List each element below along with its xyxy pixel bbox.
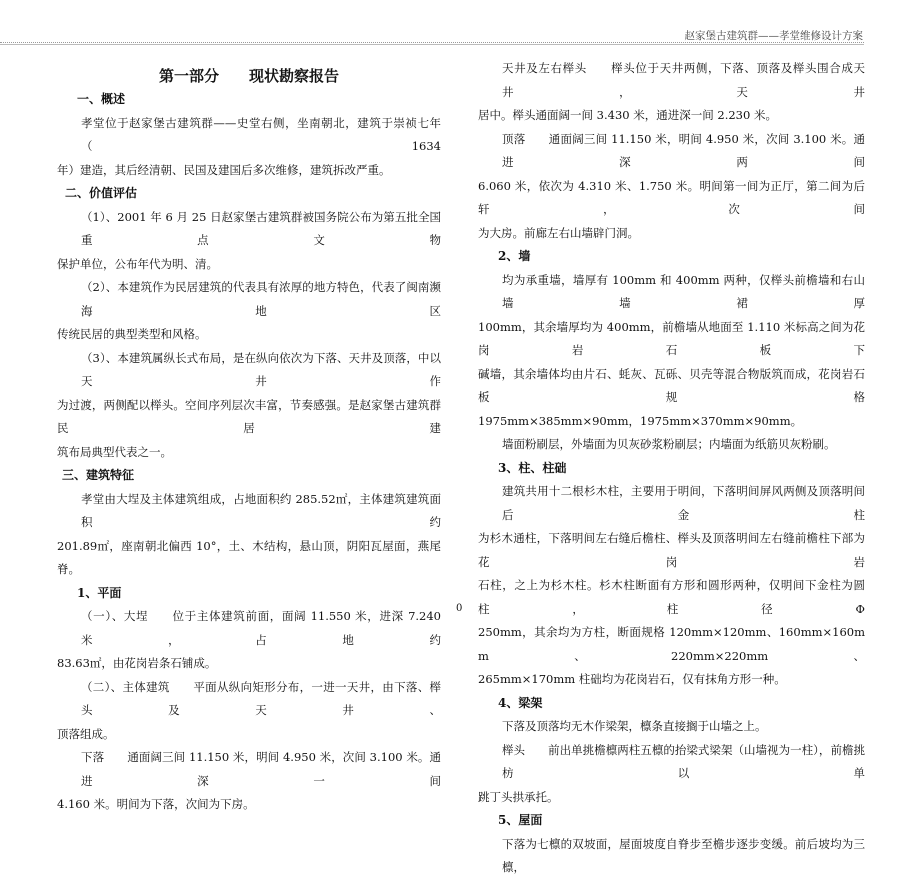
paragraph xyxy=(478,433,865,457)
text-line: 居中。榉头通面阔一间 3.430 米，通进深一间 2.230 米。 xyxy=(478,108,777,122)
paragraph xyxy=(478,128,865,246)
text-line: 下落为七檩的双坡面，屋面坡度自脊步至檐步逐步变缓。前后坡均为三檩， xyxy=(502,836,865,874)
section-heading xyxy=(478,809,865,833)
paragraph xyxy=(478,269,865,434)
paragraph xyxy=(57,347,441,465)
text-line: （二）、主体建筑 平面从纵向矩形分布，一进一天井，由下落、榉头及天井、 xyxy=(81,679,441,717)
text-line: 为过渡，两侧配以榉头。空间序列层次丰富，节奏感强。是赵家堡古建筑群民居建 xyxy=(57,397,441,435)
text-line: 顶落 通面阔三间 11.150 米，明间 4.950 米，次间 3.100 米。通进深两间 xyxy=(502,131,865,169)
text-line: 孝堂由大埕及主体建筑组成，占地面积约 285.52㎡，主体建筑建筑面积约 xyxy=(81,491,441,529)
text-line: 一、概述 xyxy=(77,92,126,106)
text-line: （一）、大埕 位于主体建筑前面，面阔 11.550 米，进深 7.240 米，占地约 xyxy=(81,609,441,647)
running-header: 赵家堡古建筑群——孝堂维修设计方案 xyxy=(684,30,863,42)
text-line: 跳丁头拱承托。 xyxy=(478,789,559,804)
text-line: 1、平面 xyxy=(77,585,122,600)
text-line: 2、墙 xyxy=(498,249,531,263)
text-line: 为杉木通柱，下落明间左右缝后檐柱、榉头及顶落明间左右缝前檐柱下部为花岗岩 xyxy=(478,531,865,569)
paragraph xyxy=(57,112,441,183)
text-line: 石柱，之上为杉木柱。杉木柱断面有方形和圆形两种，仅明间下金柱为圆柱，柱径Φ xyxy=(478,578,865,616)
section-heading xyxy=(57,464,441,488)
text-line: （1）、2001 年 6 月 25 日赵家堡古建筑群被国务院公布为第五批全国重点文物 xyxy=(81,209,441,247)
document-title xyxy=(57,64,441,88)
text-line: 建筑共用十二根杉木柱，主要用于明间，下落明间屏风两侧及顶落明间后金柱 xyxy=(502,484,865,522)
text-line: 榉头 前出单挑檐檩两柱五檩的抬梁式梁架（山墙视为一柱），前檐挑枋以单 xyxy=(502,742,865,780)
section-heading xyxy=(478,245,865,269)
paragraph xyxy=(57,276,441,347)
paragraph xyxy=(478,480,865,692)
paragraph xyxy=(478,715,865,739)
text-line: 100mm，其余墙厚均为 400mm，前檐墙从地面至 1.110 米标高之间为花岗岩石板下 xyxy=(478,319,865,357)
page-number: 0 xyxy=(456,603,463,614)
text-line: 顶落组成。 xyxy=(57,726,115,741)
text-line: 83.63㎡，由花岗岩条石铺成。 xyxy=(57,656,217,670)
text-line: 3、柱、柱础 xyxy=(498,460,567,475)
section-heading xyxy=(478,457,865,481)
section-heading xyxy=(478,692,865,716)
paragraph xyxy=(57,488,441,582)
text-line: 孝堂位于赵家堡古建筑群——史堂右侧，坐南朝北，建筑于崇祯七年（1634 xyxy=(81,115,441,153)
text-line: 下落及顶落均无木作梁架，檩条直接搁于山墙之上。 xyxy=(502,719,767,733)
text-line: 265mm×170mm 柱础均为花岗岩石，仅有抹角方形一种。 xyxy=(478,672,786,686)
text-line: 碱墙，其余墙体均由片石、蚝灰、瓦砾、贝壳等混合物版筑而成，花岗岩石板规格 xyxy=(478,366,865,404)
section-heading xyxy=(57,582,441,606)
text-line: 二、价值评估 xyxy=(65,186,138,200)
text-line: 传统民居的典型类型和风格。 xyxy=(57,327,207,341)
paragraph xyxy=(57,605,441,676)
paragraph xyxy=(478,739,865,810)
text-line: 下落 通面阔三间 11.150 米，明间 4.950 米，次间 3.100 米。通进深一间 xyxy=(81,750,441,788)
paragraph xyxy=(478,57,865,128)
text-line: 天井及左右榉头 榉头位于天井两侧，下落、顶落及榉头围合成天井，天井 xyxy=(502,61,865,99)
left-column xyxy=(57,64,441,817)
text-line: 保护单位，公布年代为明、清。 xyxy=(57,256,218,271)
section-heading xyxy=(57,182,441,206)
text-line: 均为承重墙，墙厚有 100mm 和 400mm 两种，仅榉头前檐墙和右山墙墙裙厚 xyxy=(502,272,865,310)
text-line: （2）、本建筑作为民居建筑的代表具有浓厚的地方特色，代表了闽南濒海地区 xyxy=(81,280,441,318)
paragraph xyxy=(57,746,441,817)
right-column xyxy=(478,57,865,880)
text-line: 4.160 米。明间为下落，次间为下房。 xyxy=(57,797,255,811)
text-line: 第一部分 现状勘察报告 xyxy=(158,67,339,85)
section-heading xyxy=(57,88,441,112)
text-line: 三、建筑特征 xyxy=(62,468,135,482)
text-line: 1975mm×385mm×90mm，1975mm×370mm×90mm。 xyxy=(478,413,803,428)
text-line: 为大房。前廊左右山墙辟门洞。 xyxy=(478,225,639,240)
text-line: （3）、本建筑属纵长式布局，是在纵向依次为下落、天井及顶落，中以天井作 xyxy=(81,350,441,388)
text-line: 4、梁架 xyxy=(498,695,543,710)
paragraph xyxy=(57,676,441,747)
text-line: 筑布局典型代表之一。 xyxy=(57,444,172,459)
text-line: 6.060 米，依次为 4.310 米、1.750 米。明间第一间为正厅，第二间为后轩，次间 xyxy=(478,178,865,216)
paragraph xyxy=(57,206,441,277)
header-divider xyxy=(0,42,864,45)
text-line: 201.89㎡，座南朝北偏西 10°，土、木结构，悬山顶，阴阳瓦屋面，燕尾脊。 xyxy=(57,538,441,576)
text-line: 年）建造，其后经清朝、民国及建国后多次维修，建筑拆改严重。 xyxy=(57,162,391,177)
paragraph xyxy=(478,833,865,880)
text-line: 250mm，其余均为方柱，断面规格 120mm×120mm、160mm×160mm、220mm×220mm、 xyxy=(478,625,865,663)
text-line: 墙面粉刷层，外墙面为贝灰砂浆粉刷层；内墙面为纸筋贝灰粉刷。 xyxy=(502,437,836,451)
text-line: 5、屋面 xyxy=(498,813,543,827)
